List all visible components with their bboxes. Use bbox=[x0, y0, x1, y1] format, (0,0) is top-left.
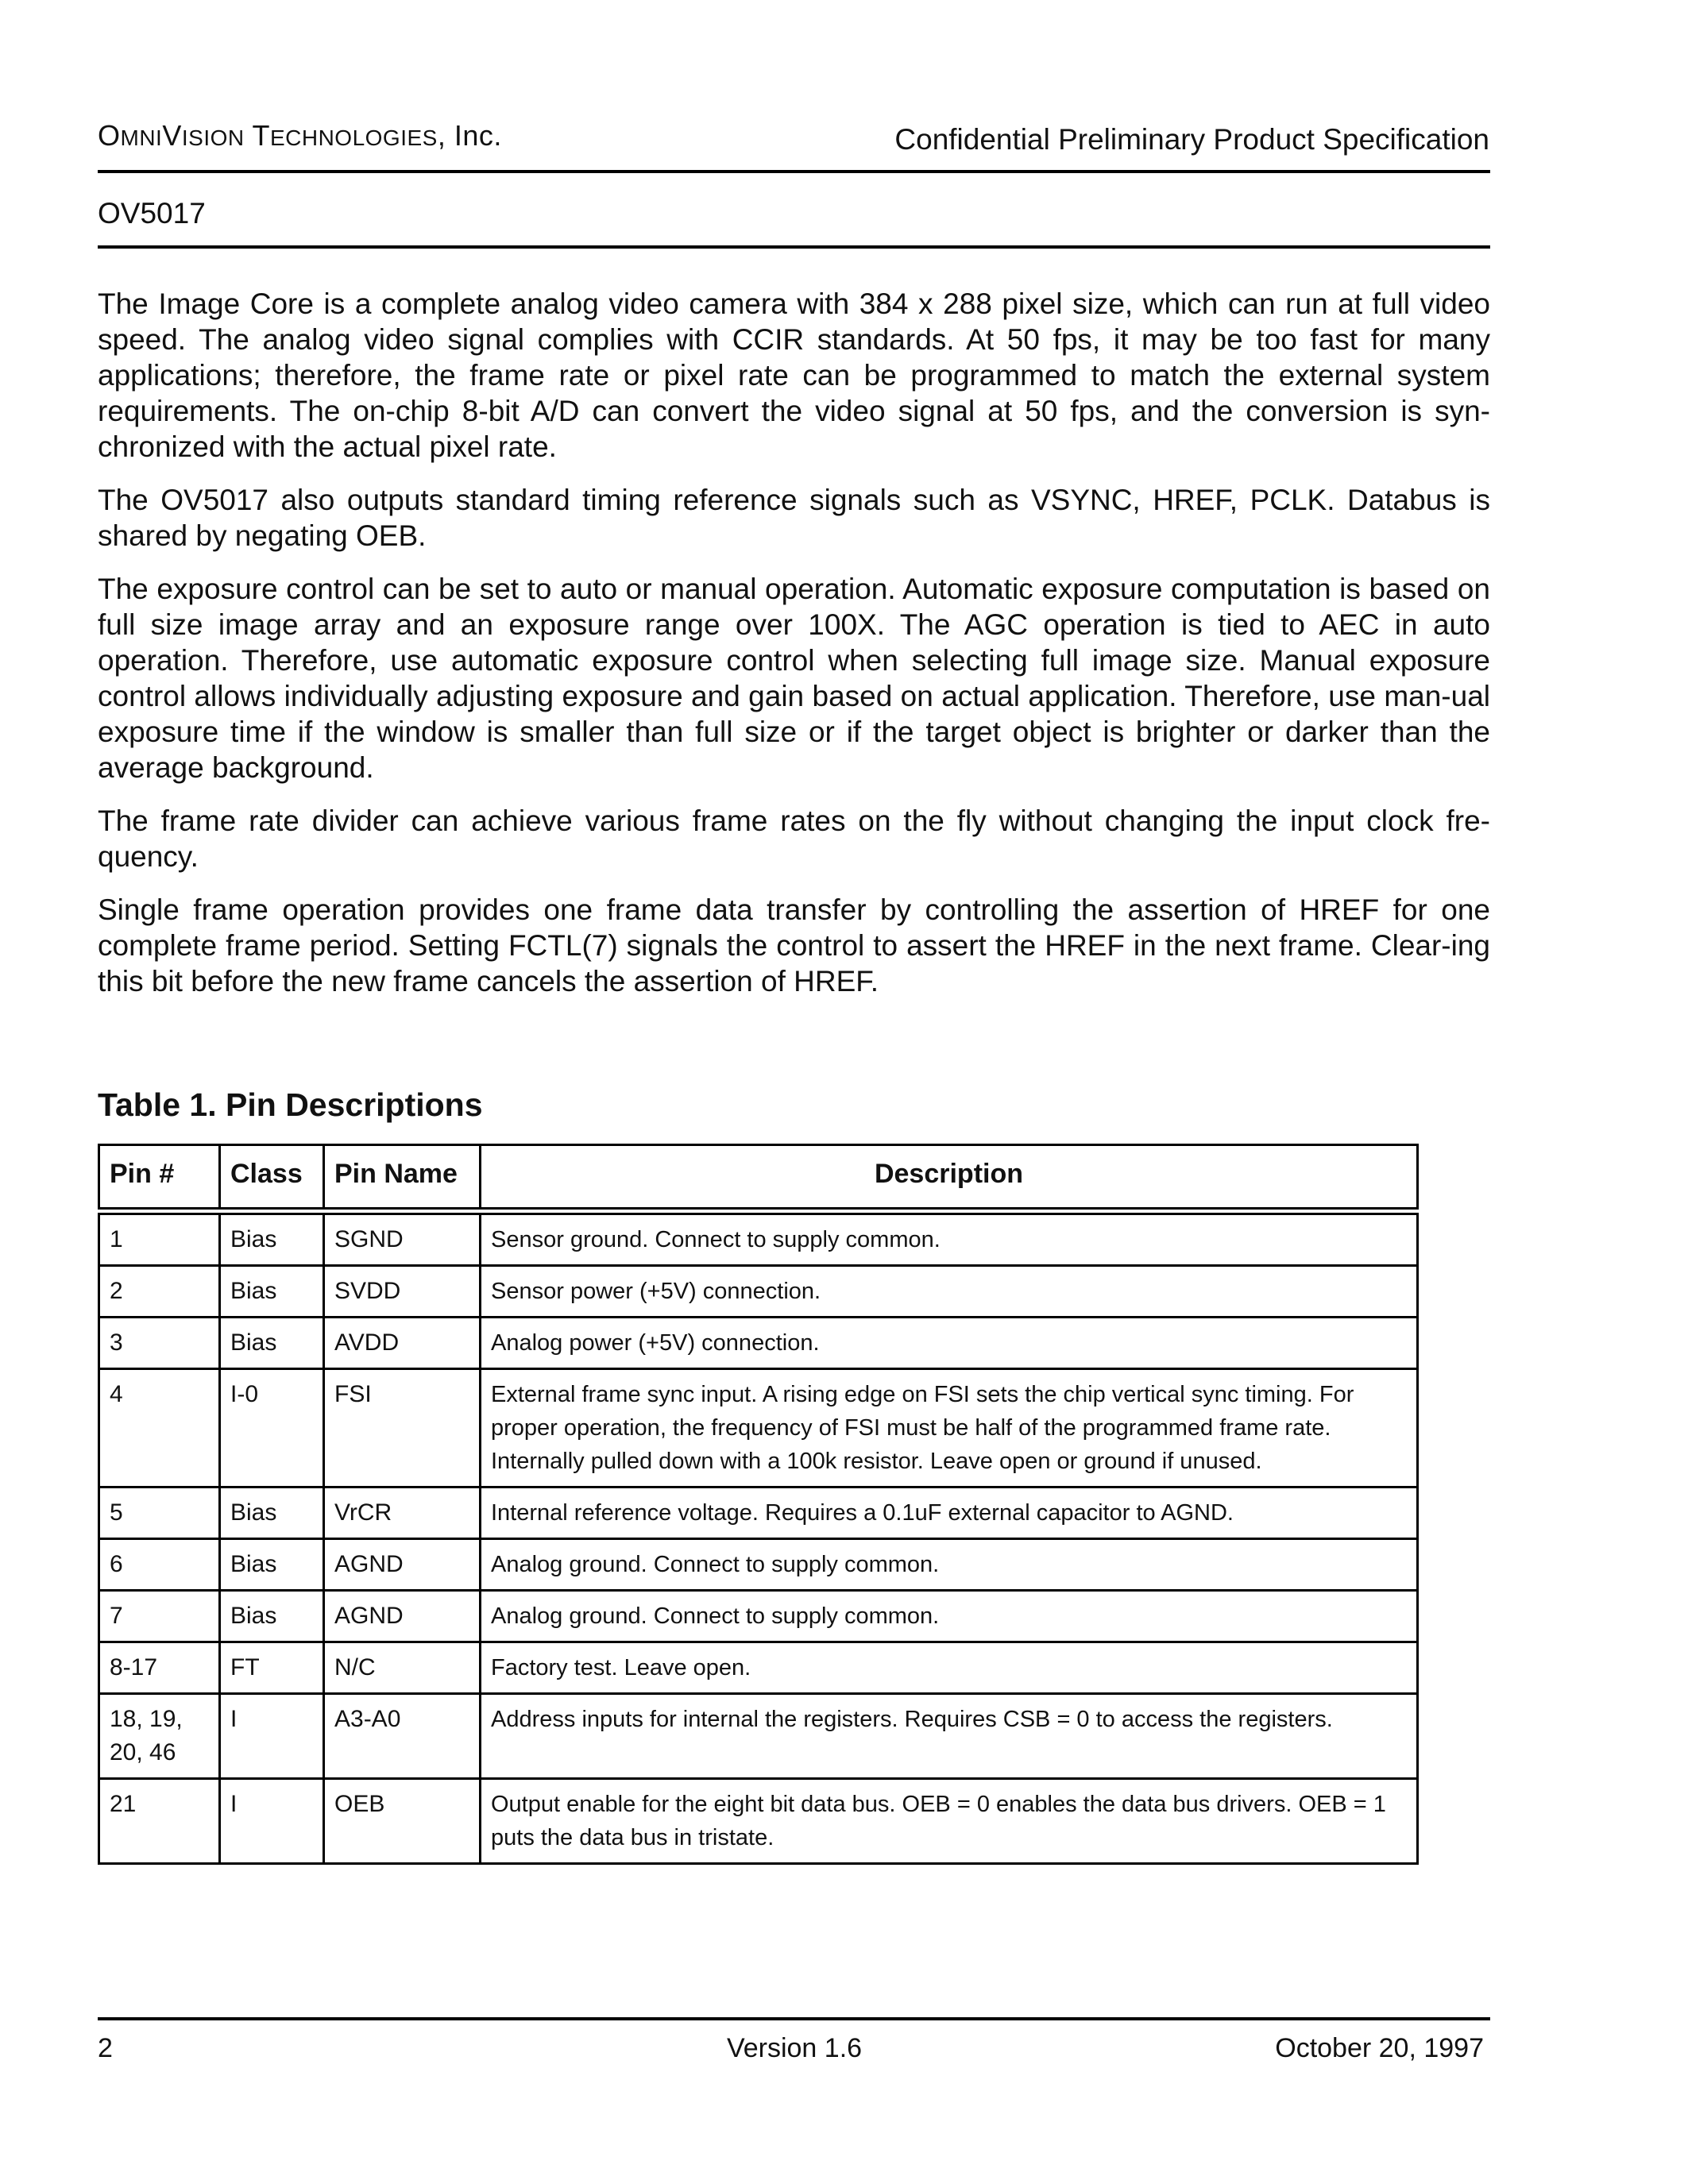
pin-name-cell: N/C bbox=[324, 1642, 481, 1694]
version-label: Version 1.6 bbox=[726, 2033, 863, 2063]
class-cell: Bias bbox=[220, 1318, 324, 1369]
pin-cell: 3 bbox=[99, 1318, 220, 1369]
pin-cell: 4 bbox=[99, 1369, 220, 1488]
paragraph: The Image Core is a complete analog video camera with 384 x 288 pixel size, which can run at full video speed. The analog video signal complies with CCIR standards. At 50 fps, it may be too fast for many applications; therefore, the frame rate or pixel rate can be programmed to match the external system requirements. The on-chip 8-bit A/D can convert the video signal at 50 fps, and the conversion is syn-chronized with the actual pixel rate. bbox=[98, 287, 1490, 463]
column-header-description: Description bbox=[481, 1145, 1418, 1212]
class-cell: I-0 bbox=[220, 1369, 324, 1488]
footer-rule bbox=[98, 2017, 1490, 2020]
paragraph: The exposure control can be set to auto or manual operation. Automatic exposure computation is based on full size image array and an exposure range over 100X. The AGC operation is tied to AEC in auto operation. Therefore, use automatic exposure control when selecting full image size. Manual exposure control allows individually adjusting exposure and gain based on actual application. Therefore, use man-ual exposure time if the window is smaller than full size or if the target object is brighter or darker than the average background. bbox=[98, 573, 1490, 784]
description-cell: Internal reference voltage. Requires a 0.1uF external capacitor to AGND. bbox=[481, 1488, 1418, 1539]
class-cell: Bias bbox=[220, 1539, 324, 1591]
pin-name-cell: AVDD bbox=[324, 1318, 481, 1369]
document-date: October 20, 1997 bbox=[1275, 2033, 1484, 2063]
table-row bbox=[99, 1369, 1418, 1488]
header-rule bbox=[98, 170, 1490, 173]
pin-cell: 1 bbox=[99, 1211, 220, 1266]
pin-cell: 21 bbox=[99, 1779, 220, 1864]
class-cell: I bbox=[220, 1779, 324, 1864]
description-cell: Analog ground. Connect to supply common. bbox=[481, 1539, 1418, 1591]
pin-cell: 18, 19, 20, 46 bbox=[99, 1694, 220, 1779]
column-header-pin: Pin # bbox=[99, 1145, 220, 1212]
pin-name-cell: A3-A0 bbox=[324, 1694, 481, 1779]
table-row bbox=[99, 1211, 1418, 1266]
pin-name-cell: FSI bbox=[324, 1369, 481, 1488]
pin-name-cell: SVDD bbox=[324, 1266, 481, 1318]
class-cell: I bbox=[220, 1694, 324, 1779]
class-cell: Bias bbox=[220, 1591, 324, 1642]
column-header-pin-name: Pin Name bbox=[324, 1145, 481, 1212]
pin-name-cell: VrCR bbox=[324, 1488, 481, 1539]
pin-cell: 8-17 bbox=[99, 1642, 220, 1694]
description-cell: Factory test. Leave open. bbox=[481, 1642, 1418, 1694]
paragraph: Single frame operation provides one frame data transfer by controlling the assertion of HREF for one complete frame period. Setting FCTL(7) signals the control to assert the HREF in the next frame. Clear-ing this bit before the new frame cancels the assertion of HREF. bbox=[98, 893, 1490, 997]
pin-cell: 5 bbox=[99, 1488, 220, 1539]
table-row bbox=[99, 1488, 1418, 1539]
table-header-row bbox=[99, 1145, 1418, 1212]
body-text bbox=[98, 286, 1490, 1017]
class-cell: Bias bbox=[220, 1266, 324, 1318]
description-cell: Analog power (+5V) connection. bbox=[481, 1318, 1418, 1369]
pin-name-cell: AGND bbox=[324, 1539, 481, 1591]
description-cell: Output enable for the eight bit data bus. OEB = 0 enables the data bus drivers. OEB = 1 puts the data bus in tristate. bbox=[481, 1779, 1418, 1864]
table-row bbox=[99, 1539, 1418, 1591]
description-cell: Sensor power (+5V) connection. bbox=[481, 1266, 1418, 1318]
pin-cell: 7 bbox=[99, 1591, 220, 1642]
table-row bbox=[99, 1779, 1418, 1864]
class-cell: Bias bbox=[220, 1211, 324, 1266]
pin-cell: 2 bbox=[99, 1266, 220, 1318]
pin-name-cell: AGND bbox=[324, 1591, 481, 1642]
table-row bbox=[99, 1694, 1418, 1779]
document-id: OV5017 bbox=[98, 197, 206, 230]
pin-name-cell: SGND bbox=[324, 1211, 481, 1266]
table-title: Table 1. Pin Descriptions bbox=[98, 1086, 483, 1123]
pin-cell: 6 bbox=[99, 1539, 220, 1591]
class-cell: Bias bbox=[220, 1488, 324, 1539]
paragraph: The frame rate divider can achieve various frame rates on the fly without changing the input clock fre-quency. bbox=[98, 805, 1490, 873]
table-row bbox=[99, 1642, 1418, 1694]
header-rule-2 bbox=[98, 245, 1490, 249]
company-name: OMNIVISION TECHNOLOGIES, Inc. bbox=[98, 119, 502, 152]
column-header-class: Class bbox=[220, 1145, 324, 1212]
table-row bbox=[99, 1318, 1418, 1369]
table-row bbox=[99, 1266, 1418, 1318]
description-cell: Address inputs for internal the registers. Requires CSB = 0 to access the registers. bbox=[481, 1694, 1418, 1779]
class-cell: FT bbox=[220, 1642, 324, 1694]
description-cell: Analog ground. Connect to supply common. bbox=[481, 1591, 1418, 1642]
spec-title: Confidential Preliminary Product Specification bbox=[894, 123, 1489, 156]
table-row bbox=[99, 1591, 1418, 1642]
pin-name-cell: OEB bbox=[324, 1779, 481, 1864]
pin-descriptions-table bbox=[98, 1144, 1419, 1865]
description-cell: Sensor ground. Connect to supply common. bbox=[481, 1211, 1418, 1266]
description-cell: External frame sync input. A rising edge on FSI sets the chip vertical sync timing. For proper operation, the frequency of FSI must be half of the programmed frame rate. Internally pulled down with a 100k resistor. Leave open or ground if unused. bbox=[481, 1369, 1418, 1488]
paragraph: The OV5017 also outputs standard timing reference signals such as VSYNC, HREF, PCLK. Databus is shared by negating OEB. bbox=[98, 484, 1490, 552]
page-number: 2 bbox=[98, 2033, 113, 2063]
